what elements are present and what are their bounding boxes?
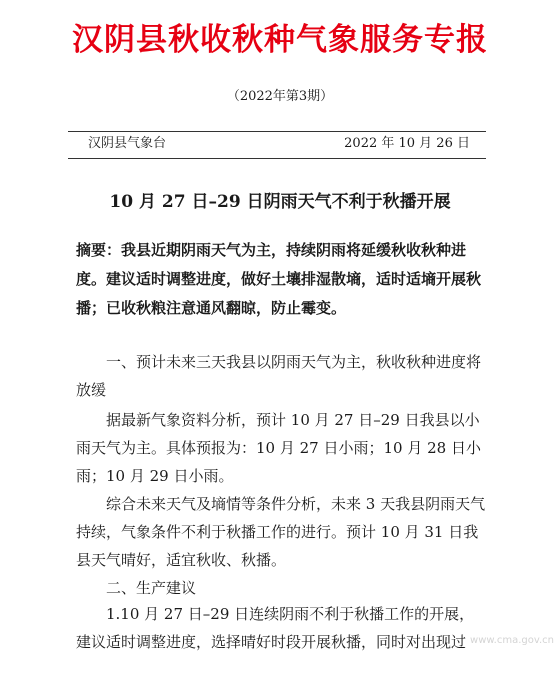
section-heading-advice: 二、生产建议 (106, 579, 197, 597)
issuer-name: 汉阴县气象台 (88, 136, 167, 151)
paragraph-forecast-detail: 据最新气象资料分析，预计 10 月 27 日–29 日我县以小雨天气为主。具体预报为：10 月 27 日小雨；10 月 28 日小雨；10 月 29 日小雨。 (76, 411, 481, 485)
issue-number: （2022年第3期） (226, 89, 334, 104)
header-divider-bottom (68, 158, 486, 159)
watermark-text: www.cma.gov.cn (470, 635, 554, 646)
publication-date: 2022 年 10 月 26 日 (344, 136, 470, 151)
section-heading-forecast: 一、预计未来三天我县以阴雨天气为主，秋收秋种进度将放缓 (76, 353, 482, 399)
article-headline: 10 月 27 日–29 日阴雨天气不利于秋播开展 (109, 192, 451, 212)
article-summary: 摘要：我县近期阴雨天气为主，持续阴雨将延缓秋收秋种进度。建议适时调整进度，做好土壤排湿散墒，适时适墒开展秋播；已收秋粮注意通风翻晾，防止霉变。 (76, 241, 482, 317)
header-divider-top (68, 131, 486, 132)
paragraph-advice: 1.10 月 27 日–29 日连续阴雨不利于秋播工作的开展，建议适时调整进度，选择晴好时段开展秋播，同时对出现过 (76, 605, 475, 651)
masthead-title: 汉阴县秋收秋种气象服务专报 (72, 22, 488, 58)
paragraph-analysis: 综合未来天气及墒情等条件分析，未来 3 天我县阴雨天气持续，气象条件不利于秋播工作的进行。预计 10 月 31 日我县天气晴好，适宜秋收、秋播。 (76, 495, 486, 569)
